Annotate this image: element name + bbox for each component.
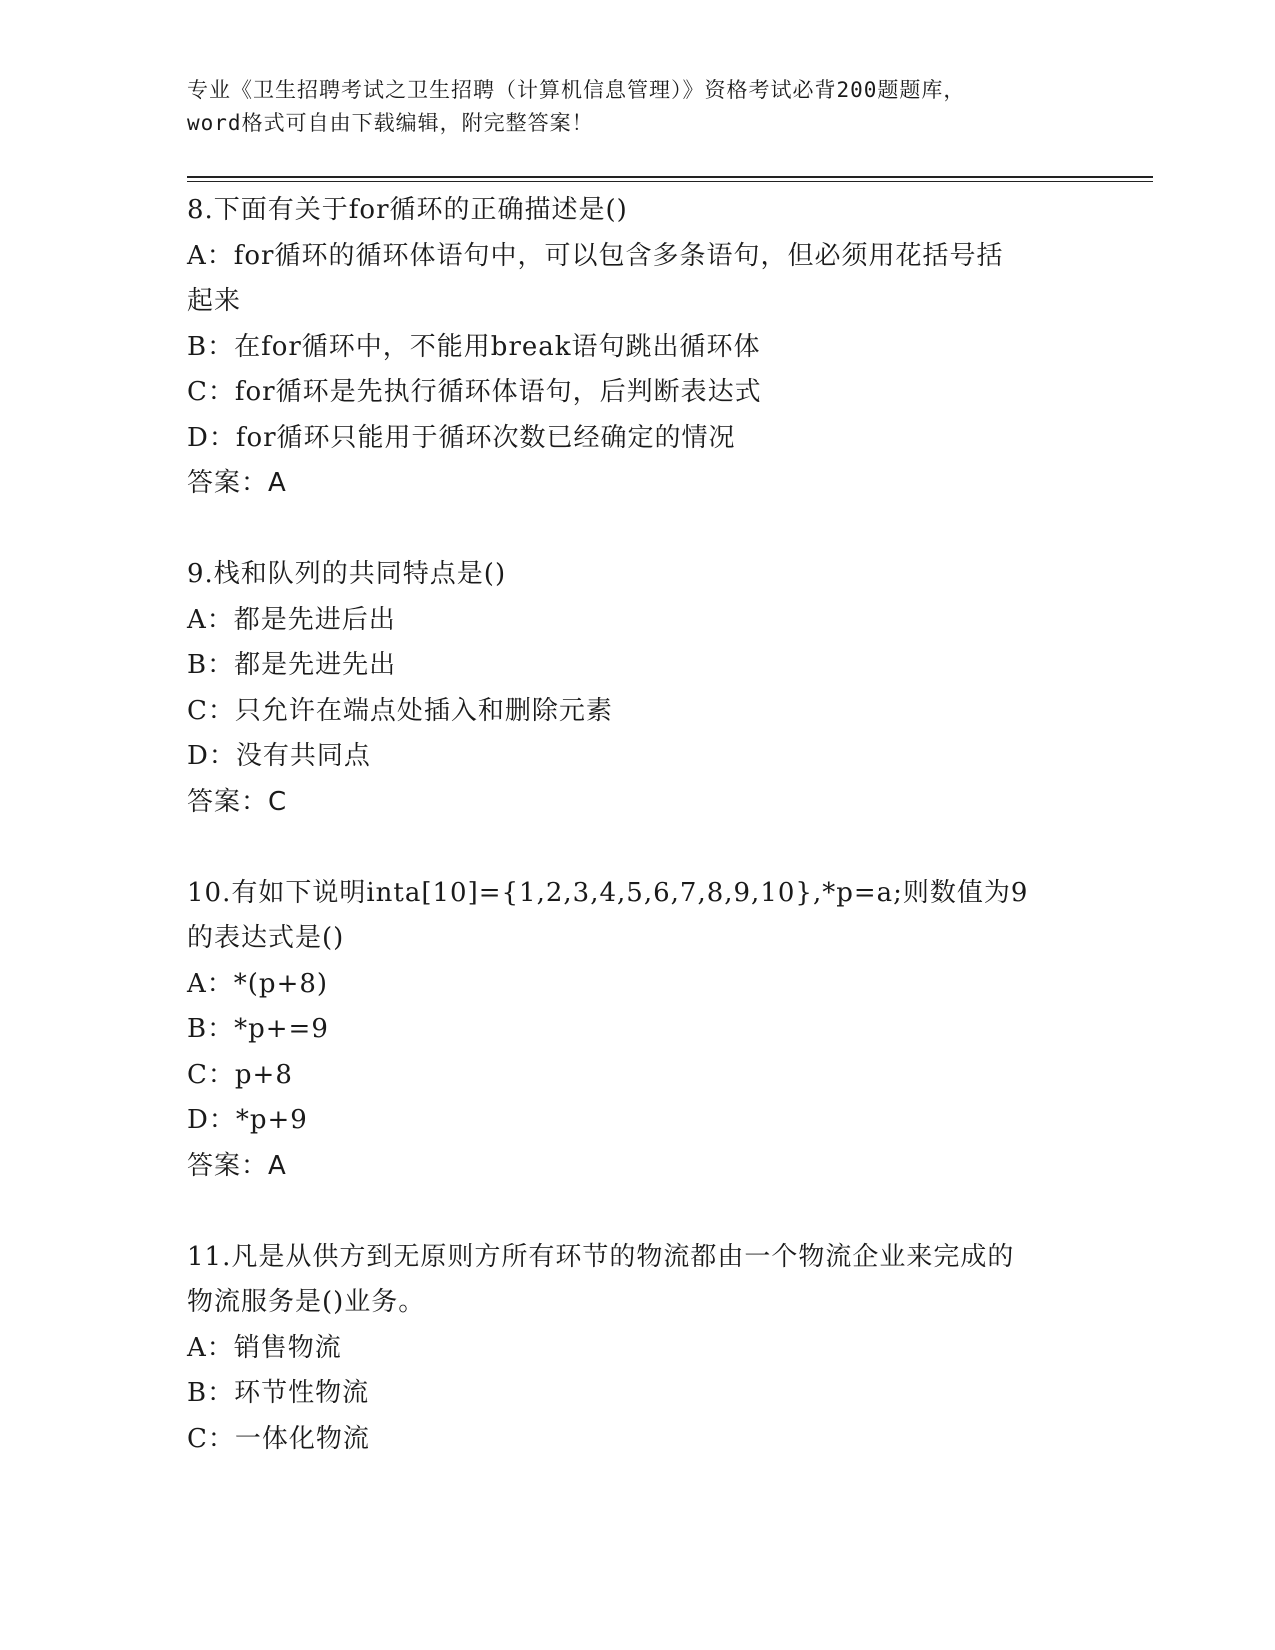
question-block (187, 871, 1087, 1190)
question-option: B：*p+=9 (187, 1014, 329, 1044)
header-line-2: word格式可自由下载编辑，附完整答案！ (187, 111, 594, 135)
question-option: C：只允许在端点处插入和删除元素 (187, 695, 613, 726)
question-list (187, 188, 1087, 1462)
question-option: C：for循环是先执行循环体语句，后判断表达式 (187, 377, 762, 407)
question-stem: 9.栈和队列的共同特点是() (187, 559, 507, 589)
question-option: B：都是先进先出 (187, 650, 397, 680)
question-spacer (187, 507, 1087, 553)
header-divider-thin (187, 181, 1153, 182)
question-option: D：没有共同点 (187, 741, 371, 771)
question-option: A：销售物流 (187, 1332, 342, 1363)
question-stem: 物流服务是()业务。 (187, 1287, 426, 1317)
question-block (187, 552, 1087, 825)
answer-label: 答案：A (187, 1150, 287, 1181)
question-stem: 10.有如下说明inta[10]={1,2,3,4,5,6,7,8,9,10},*p=a;则数值为9 (187, 877, 1029, 908)
document-header (187, 74, 1087, 140)
answer-label: 答案：A (187, 468, 287, 498)
question-option: C：一体化物流 (187, 1423, 370, 1454)
question-option: B：环节性物流 (187, 1378, 370, 1408)
question-option: C：p+8 (187, 1059, 293, 1090)
question-option: A：都是先进后出 (187, 604, 396, 635)
question-spacer (187, 825, 1087, 871)
question-option: 起来 (187, 286, 242, 316)
question-block (187, 188, 1087, 507)
question-option: A：for循环的循环体语句中，可以包含多条语句，但必须用花括号括 (187, 240, 1004, 271)
question-option: B：在for循环中，不能用break语句跳出循环体 (187, 331, 761, 362)
question-stem: 11.凡是从供方到无原则方所有环节的物流都由一个物流企业来完成的 (187, 1241, 1015, 1272)
header-divider-thick (187, 176, 1153, 178)
question-stem: 的表达式是() (187, 923, 345, 953)
answer-label: 答案：C (187, 786, 288, 817)
question-option: D：*p+9 (187, 1105, 308, 1135)
question-option: A：*(p+8) (187, 968, 329, 999)
question-block (187, 1235, 1087, 1463)
header-line-1: 专业《卫生招聘考试之卫生招聘（计算机信息管理）》资格考试必背200题题库， (187, 78, 966, 102)
question-stem: 8.下面有关于for循环的正确描述是() (187, 195, 628, 225)
question-spacer (187, 1189, 1087, 1235)
question-option: D：for循环只能用于循环次数已经确定的情况 (187, 422, 736, 453)
